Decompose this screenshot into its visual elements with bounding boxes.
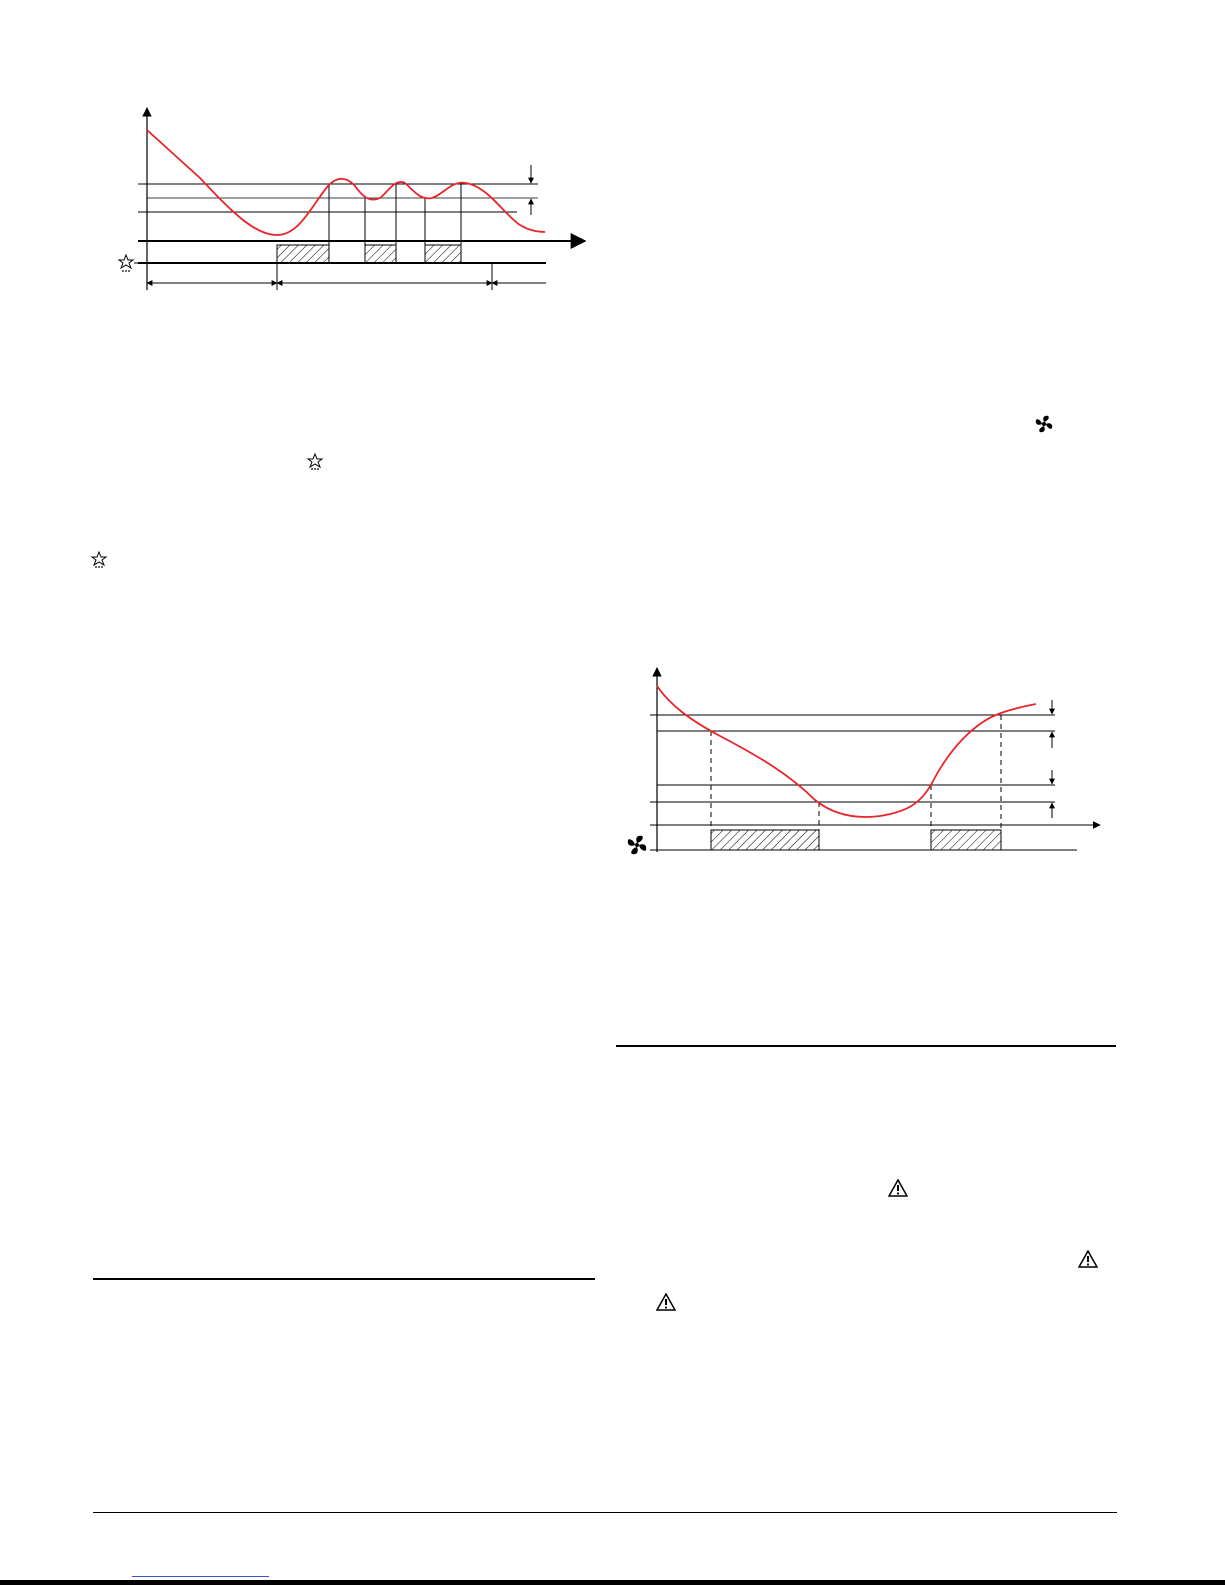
bottom-bar	[0, 1580, 1225, 1585]
defrost-snowflake-icon	[89, 550, 109, 570]
section-divider-left	[93, 1278, 595, 1280]
temperature-curve	[147, 130, 545, 235]
defrost-output-pulses	[277, 245, 461, 263]
defrost-snowflake-icon	[305, 452, 325, 472]
fan-icon	[628, 836, 646, 854]
section-divider-right	[616, 1045, 1116, 1047]
footer-rule	[93, 1512, 1117, 1513]
warning-icon	[656, 1293, 676, 1311]
warning-icon	[1078, 1250, 1098, 1268]
fan-icon	[1034, 414, 1054, 434]
warning-icon	[888, 1179, 908, 1197]
fan-diagram	[600, 640, 1120, 870]
defrost-diagram	[0, 0, 600, 310]
defrost-snowflake-icon	[119, 255, 140, 272]
footer-link-underline[interactable]	[132, 1576, 269, 1577]
